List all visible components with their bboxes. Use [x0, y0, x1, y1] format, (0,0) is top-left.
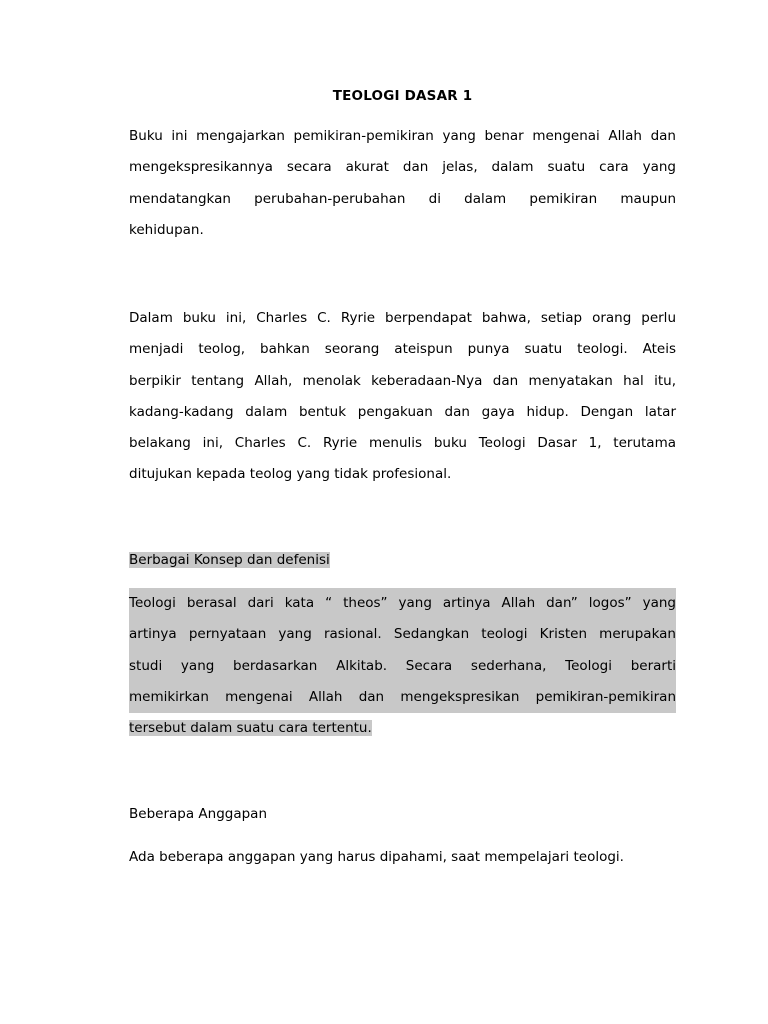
section1-line: tersebut dalam suatu cara tertentu. — [129, 720, 372, 737]
ryrie-line: menjadi teolog, bahkan seorang ateispun punya suatu teologi. Ateis — [129, 341, 676, 358]
section2-heading: Beberapa Anggapan — [129, 806, 267, 822]
section1-heading: Berbagai Konsep dan defenisi — [129, 552, 330, 568]
intro-line: mengekspresikannya secara akurat dan jelas, dalam suatu cara yang — [129, 159, 676, 176]
section1-line: memikirkan mengenai Allah dan mengekspresikan pemikiran-pemikiran — [129, 682, 676, 713]
intro-paragraph — [129, 121, 676, 246]
ryrie-line: ditujukan kepada teolog yang tidak profesional. — [129, 466, 452, 483]
section1-line: studi yang berdasarkan Alkitab. Secara sederhana, Teologi berarti — [129, 651, 676, 682]
section1-line: Teologi berasal dari kata “ theos” yang artinya Allah dan” logos” yang — [129, 588, 676, 619]
section2-paragraph — [129, 842, 676, 873]
section2-text: Ada beberapa anggapan yang harus dipahami, saat mempelajari teologi. — [129, 849, 624, 865]
ryrie-line: Dalam buku ini, Charles C. Ryrie berpendapat bahwa, setiap orang perlu — [129, 310, 676, 326]
ryrie-line: berpikir tentang Allah, menolak keberadaan-Nya dan menyatakan hal itu, — [129, 372, 676, 389]
section1-paragraph — [129, 588, 676, 744]
intro-line: mendatangkan perubahan-perubahan di dalam pemikiran maupun — [129, 190, 676, 207]
ryrie-line: kadang-kadang dalam bentuk pengakuan dan gaya hidup. Dengan latar — [129, 403, 676, 420]
ryrie-line: belakang ini, Charles C. Ryrie menulis buku Teologi Dasar 1, terutama — [129, 435, 676, 452]
ryrie-paragraph — [129, 303, 676, 491]
section1-heading-block — [129, 545, 676, 576]
intro-line: kehidupan. — [129, 221, 204, 238]
intro-line: Buku ini mengajarkan pemikiran-pemikiran yang benar mengenai Allah dan — [129, 128, 676, 144]
section1-line: artinya pernyataan yang rasional. Sedangkan teologi Kristen merupakan — [129, 619, 676, 650]
document-title: TEOLOGI DASAR 1 — [332, 88, 473, 104]
section2-heading-block — [129, 799, 676, 830]
